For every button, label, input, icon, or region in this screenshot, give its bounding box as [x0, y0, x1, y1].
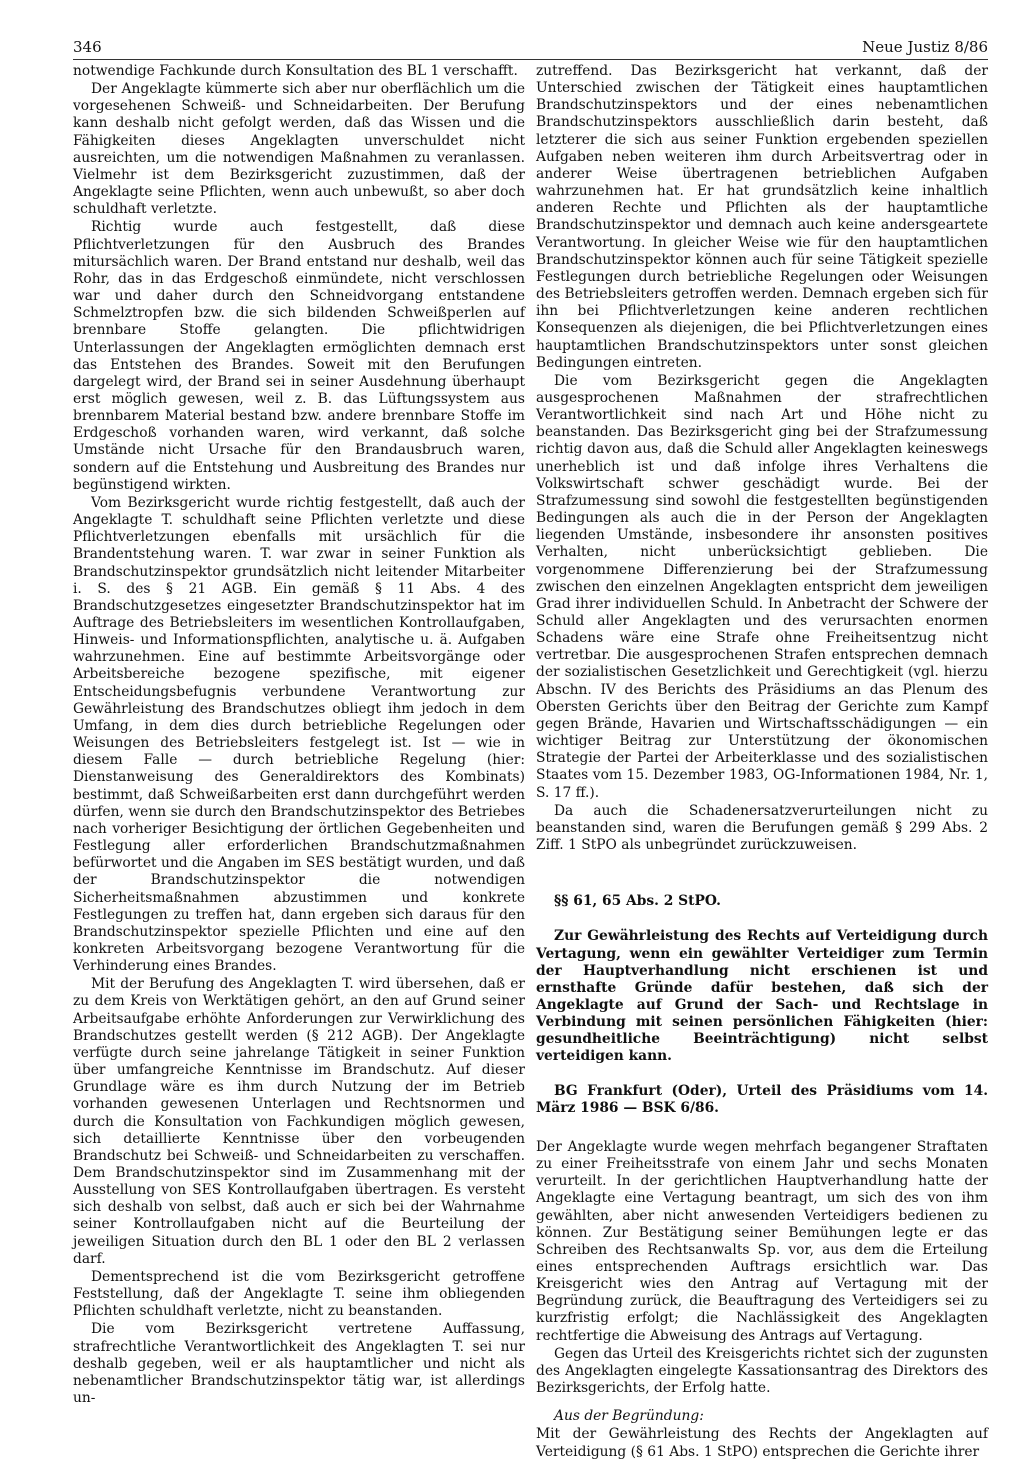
paragraph: zutreffend. Das Bezirksgericht hat verkannt, daß der Unterschied zwischen der Tätigkeit eines hauptamtlichen Brandschutzinspektors und der eines nebenamtlichen Brandschutzinspektors ausschließlich darin besteht, daß letzterer die sich aus seiner Funktion ergebenden speziellen Aufgaben neben weiteren ihm durch Arbeitsvertrag oder in anderer Weise übertragenen betrieblichen Aufgaben wahrzunehmen hat. Er hat grundsätzlich keine inhaltlich anderen Rechte und Pflichten als der hauptamtliche Brandschutzinspektor und demnach auch keine andersgeartete Verantwortung. In gleicher Weise wie für den hauptamtlichen Brandschutzinspektor können auch für seine Tätigkeit spezielle Festlegungen durch betriebliche Regelungen oder Weisungen des Betriebsleiters getroffen werden. Demnach ergeben sich für ihn bei Pflichtverletzungen keine anderen rechtlichen Konsequenzen als diejenigen, die bei Pflichtverletzungen eines hauptamtlichen Brandschutzinspektors unter sonst gleichen Bedingungen eintreten. [536, 63, 988, 371]
case-summary: Zur Gewährleistung des Rechts auf Verteidigung durch Vertagung, wenn ein gewählter Verteidiger zum Termin der Hauptverhandlung nicht erschienen ist und ernsthafte Gründe dafür bestehen, daß sich der Angeklagte auf Grund der Sach- und Rechtslage in Verbindung mit seinen persönlichen Fähigkeiten (hier: gesundheitliche Beeinträchtigung) nicht selbst verteidigen kann. [536, 928, 988, 1065]
paragraph: Vom Bezirksgericht wurde richtig festgestellt, daß auch der Angeklagte T. schuldhaft seine Pflichten verletzte und diese Pflichtverletzungen ebenfalls mit ursächlich für die Brandentstehung waren. T. war zwar in seiner Funktion als Brandschutzinspektor grundsätzlich nicht leitender Mitarbeiter i. S. des § 21 AGB. Ein gemäß § 11 Abs. 4 des Brandschutzgesetzes eingesetzter Brandschutzinspektor hat im Auftrage des Betriebsleiters im wesentlichen Kontrollaufgaben, Hinweis- und Informationspflichten, analytische u. ä. Aufgaben wahrzunehmen. Eine auf bestimmte Arbeitsvorgänge oder Arbeitsbereiche bezogene spezifische, mit eigener Entscheidungsbefugnis verbundene Verantwortung zur Gewährleistung des Brandschutzes obliegt ihm jedoch in dem Umfang, in dem dies durch betriebliche Regelungen oder Weisungen des Betriebsleiters festgelegt ist. Ist — wie in diesem Falle — durch betriebliche Regelung (hier: Dienstanweisung des Generaldirektors des Kombinats) bestimmt, daß Schweißarbeiten erst dann durchgeführt werden dürfen, wenn sie durch den Brandschutzinspektor des Betriebes nach vorheriger Besichtigung der örtlichen Gegebenheiten und Festlegung aller erforderlichen Brandschutzmaßnahmen befürwortet und die Angaben im SES bestätigt wurden, und daß der Brandschutzinspektor die notwendigen Sicherheitsmaßnahmen abzustimmen und konkrete Festlegungen zu treffen hat, dann ergeben sich daraus für den Brandschutzinspektor spezielle Pflichten und eine auf den konkreten Arbeitsvorgang bezogene Verantwortung für die Verhinderung eines Brandes. [73, 494, 525, 975]
page-number: 346 [73, 38, 102, 56]
paragraph: Die vom Bezirksgericht vertretene Auffassung, strafrechtliche Verantwortlichkeit des Angeklagten T. sei nur deshalb gegeben, weil er als hauptamtlicher und nicht als nebenamtlicher Brandschutzinspektor tätig war, ist allerdings un- [73, 1321, 525, 1407]
paragraph: Da auch die Schadenersatzverurteilungen nicht zu beanstanden sind, waren die Berufungen gemäß § 299 Abs. 2 Ziff. 1 StPO als unbegründet zurückzuweisen. [536, 802, 988, 854]
text-columns [73, 63, 988, 1462]
left-column [73, 63, 525, 1408]
paragraph: notwendige Fachkunde durch Konsultation des BL 1 verschafft. [73, 63, 518, 79]
paragraph: Mit der Berufung des Angeklagten T. wird übersehen, daß er zu dem Kreis von Werktätigen gehört, an den auf Grund seiner Arbeitsaufgabe erhöhte Anforderungen zur Verwirklichung des Brandschutzes gestellt werden (§ 212 AGB). Der Angeklagte verfügte durch seine jahrelange Tätigkeit in seiner Funktion über umfangreiche Kenntnisse im Brandschutz. Auf dieser Grundlage wäre es ihm durch Nutzung der im Betrieb vorhanden gewesenen Unterlagen und Rechtsnormen und durch die Konsultation von Fachkundigen möglich gewesen, sich detaillierte Kenntnisse über den vorbeugenden Brandschutz bei Schweiß- und Schneidarbeiten zu verschaffen. Dem Brandschutzinspektor sind im Zusammenhang mit der Ausstellung von SES Kontrollaufgaben übertragen. Es versteht sich deshalb von selbst, daß auch er sich bei der Wahrnahme seiner Kontrollaufgaben nicht auf die Beurteilung der jeweiligen Situation durch den BL 1 oder den BL 2 verlassen darf. [73, 976, 525, 1267]
paragraph: Gegen das Urteil des Kreisgerichts richtet sich der zugunsten des Angeklagten eingelegte Kassationsantrag des Direktors des Bezirksgerichts, der Erfolg hatte. [536, 1345, 988, 1397]
section-spacer [536, 1398, 988, 1408]
paragraph: Der Angeklagte wurde wegen mehrfach begangener Straftaten zu einer Freiheitsstrafe von einem Jahr und sechs Monaten verurteilt. In der gerichtlichen Hauptverhandlung hatte der Angeklagte eine Vertagung beantragt, um sich des von ihm gewählten, aber nicht anwesenden Verteidigers bedienen zu können. Zur Bestätigung seiner Bemühungen legte er das Schreiben des Rechtsanwalts Sp. vor, aus dem die Erteilung eines entsprechenden Auftrags ersichtlich war. Das Kreisgericht wies den Antrag auf Vertagung mit der Begründung zurück, die Beauftragung des Verteidigers sei zu kurzfristig erfolgt; die Nachlässigkeit des Angeklagten rechtfertige die Abweisung des Antrags auf Vertagung. [536, 1138, 988, 1344]
paragraph: Der Angeklagte kümmerte sich aber nur oberflächlich um die vorgesehenen Schweiß- und Schneidarbeiten. Der Berufung kann deshalb nicht gefolgt werden, daß das Wissen und die Fähigkeiten dieses Angeklagten unverschuldet nicht ausreichten, um die notwendigen Maßnahmen zu veranlassen. Vielmehr ist dem Bezirksgericht zuzustimmen, daß der Angeklagte seine Pflichten, wenn auch unbewußt, so aber doch schuldhaft verletzte. [73, 81, 525, 218]
right-column [536, 63, 988, 1462]
paragraph: Mit der Gewährleistung des Rechts der Angeklagten auf Verteidigung (§ 61 Abs. 1 StPO) entsprechen die Gerichte ihrer [536, 1426, 988, 1460]
section-heading: §§ 61, 65 Abs. 2 StPO. [554, 893, 721, 910]
section-spacer [536, 855, 988, 893]
court-decision-line: BG Frankfurt (Oder), Urteil des Präsidiums vom 14. März 1986 — BSK 6/86. [536, 1082, 988, 1116]
section-spacer [536, 1067, 988, 1083]
paragraph: Dementsprechend ist die vom Bezirksgericht getroffene Feststellung, daß der Angeklagte T. seine ihm obliegenden Pflichten schuldhaft verletzte, nicht zu beanstanden. [73, 1268, 525, 1320]
section-spacer [536, 911, 988, 928]
page-header [73, 38, 988, 60]
journal-issue: Neue Justiz 8/86 [862, 38, 988, 56]
section-spacer [536, 1118, 988, 1139]
subheading: Aus der Begründung: [554, 1408, 704, 1425]
paragraph: Die vom Bezirksgericht gegen die Angeklagten ausgesprochenen Maßnahmen der strafrechtlichen Verantwortlichkeit sind nach Art und Höhe nicht zu beanstanden. Das Bezirksgericht ging bei der Strafzumessung richtig davon aus, daß die Schuld aller Angeklagten keineswegs unerheblich ist und daß infolge ihres Verhaltens die Volkswirtschaft schwer geschädigt wurde. Bei der Strafzumessung sind sowohl die festgestellten begünstigenden Bedingungen als auch die in der Person der Angeklagten liegenden Umstände, insbesondere ihr ansonsten positives Verhalten, nicht unberücksichtigt geblieben. Die vorgenommene Differenzierung bei der Strafzumessung zwischen den einzelnen Angeklagten entspricht dem jeweiligen Grad ihrer individuellen Schuld. In Anbetracht der Schwere der Schuld aller Angeklagten und des verursachten enormen Schadens wäre eine Strafe ohne Freiheitsentzug nicht vertretbar. Die ausgesprochenen Strafen entsprechen demnach der sozialistischen Gesetzlichkeit und Gerechtigkeit (vgl. hierzu Abschn. IV des Berichts des Präsidiums an das Plenum des Obersten Gerichts über den Beitrag der Gerichte zum Kampf gegen Brände, Havarien und Wirtschaftsschädigungen — ein wichtiger Beitrag zur Unterstützung der ökonomischen Strategie der Partei der Arbeiterklasse und des sozialistischen Staates vom 15. Dezember 1983, OG-Informationen 1984, Nr. 1, S. 17 ff.). [536, 372, 988, 801]
paragraph: Richtig wurde auch festgestellt, daß diese Pflichtverletzungen für den Ausbruch des Brandes mitursächlich waren. Der Brand entstand nur deshalb, weil das Rohr, das in das Erdgeschoß einmündete, nicht verschlossen war und daher durch den Schneidvorgang entstandene Schmelztropfen bzw. die sich bildenden Schweißperlen auf brennbare Stoffe gelangten. Die pflichtwidrigen Unterlassungen der Angeklagten ermöglichten demnach erst das Entstehen des Brandes. Soweit mit den Berufungen dargelegt wird, der Brand sei in seiner Ausdehnung überhaupt erst möglich gewesen, weil z. B. das Lüftungssystem aus brennbarem Material bestand bzw. andere brennbare Stoffe im Erdgeschoß vorhanden waren, wird verkannt, daß solche Umstände nicht Ursache für den Brandausbruch waren, sondern auf die Entstehung und Ausbreitung des Brandes nur begünstigend wirkten. [73, 219, 525, 493]
